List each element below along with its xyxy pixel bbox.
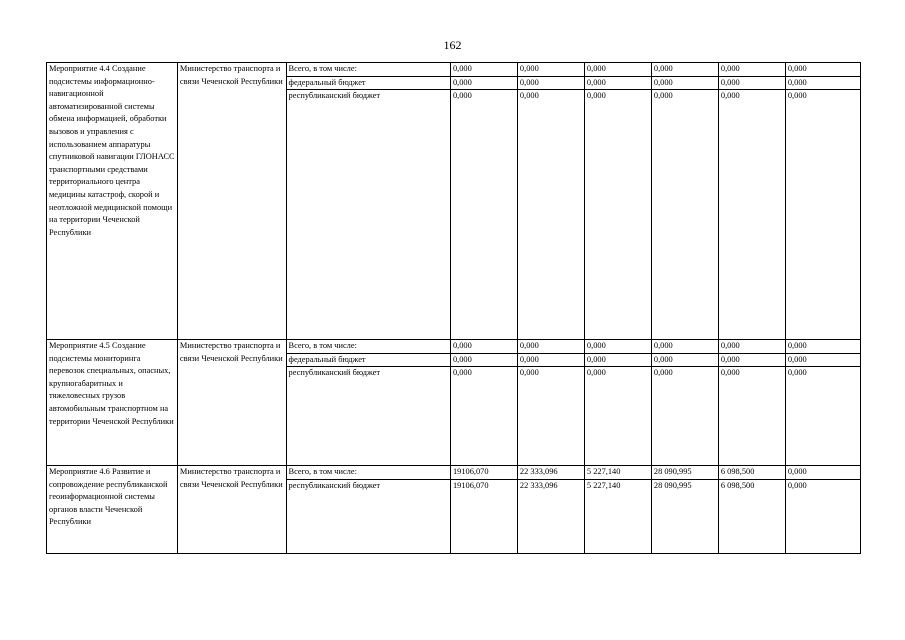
value-cell: 0,000 bbox=[450, 63, 517, 77]
value-cell: 0,000 bbox=[718, 63, 785, 77]
page-number: 162 bbox=[443, 38, 462, 52]
measure-cell: Мероприятие 4.6 Развитие и сопровождение республиканской геоинформационной системы органов власти Чеченской Республики bbox=[47, 466, 178, 554]
value-cell: 0,000 bbox=[718, 367, 785, 466]
value-cell: 6 098,500 bbox=[718, 466, 785, 480]
value-cell: 0,000 bbox=[517, 367, 584, 466]
value-cell: 0,000 bbox=[450, 367, 517, 466]
table-row bbox=[47, 63, 861, 77]
value-cell: 22 333,096 bbox=[517, 479, 584, 553]
value-cell: 0,000 bbox=[517, 340, 584, 354]
executor-cell: Министерство транспорта и связи Чеченской Республики bbox=[177, 340, 286, 466]
value-cell: 0,000 bbox=[785, 466, 860, 480]
value-cell: 0,000 bbox=[651, 76, 718, 90]
source-cell: Всего, в том числе: bbox=[286, 340, 450, 354]
value-cell: 0,000 bbox=[450, 76, 517, 90]
value-cell: 0,000 bbox=[785, 63, 860, 77]
value-cell: 0,000 bbox=[785, 76, 860, 90]
measure-cell: Мероприятие 4.4 Создание подсистемы информационно-навигационной автоматизированной системы обмена информацией, обработки вызовов и управления с использованием аппаратуры спутниковой навигации ГЛОНАСС транспортными средствами территориального центра медицины катастроф, скорой и неотложной медицинской помощи на территории Чеченской Республики bbox=[47, 63, 178, 340]
value-cell: 0,000 bbox=[517, 63, 584, 77]
value-cell: 22 333,096 bbox=[517, 466, 584, 480]
source-cell: республиканский бюджет bbox=[286, 90, 450, 340]
value-cell: 0,000 bbox=[450, 340, 517, 354]
source-cell: республиканский бюджет bbox=[286, 479, 450, 553]
value-cell: 0,000 bbox=[584, 63, 651, 77]
value-cell: 0,000 bbox=[584, 340, 651, 354]
value-cell: 0,000 bbox=[584, 90, 651, 340]
value-cell: 28 090,995 bbox=[651, 466, 718, 480]
source-cell: республиканский бюджет bbox=[286, 367, 450, 466]
value-cell: 5 227,140 bbox=[584, 466, 651, 480]
value-cell: 0,000 bbox=[718, 340, 785, 354]
table-row bbox=[47, 466, 861, 480]
source-cell: федеральный бюджет bbox=[286, 76, 450, 90]
value-cell: 6 098,500 bbox=[718, 479, 785, 553]
source-cell: Всего, в том числе: bbox=[286, 466, 450, 480]
executor-cell: Министерство транспорта и связи Чеченской Республики bbox=[177, 63, 286, 340]
value-cell: 0,000 bbox=[651, 63, 718, 77]
source-cell: федеральный бюджет bbox=[286, 353, 450, 367]
value-cell: 0,000 bbox=[584, 353, 651, 367]
value-cell: 0,000 bbox=[718, 353, 785, 367]
source-cell: Всего, в том числе: bbox=[286, 63, 450, 77]
value-cell: 0,000 bbox=[785, 340, 860, 354]
value-cell: 19106,070 bbox=[450, 466, 517, 480]
value-cell: 0,000 bbox=[517, 353, 584, 367]
measure-cell: Мероприятие 4.5 Создание подсистемы мониторинга перевозок специальных, опасных, крупногабаритных и тяжеловесных грузов автомобильным транспортном на территории Чеченской Республики bbox=[47, 340, 178, 466]
value-cell: 0,000 bbox=[651, 353, 718, 367]
value-cell: 0,000 bbox=[517, 76, 584, 90]
value-cell: 0,000 bbox=[651, 90, 718, 340]
value-cell: 0,000 bbox=[584, 367, 651, 466]
value-cell: 28 090,995 bbox=[651, 479, 718, 553]
table-row bbox=[47, 340, 861, 354]
executor-cell: Министерство транспорта и связи Чеченской Республики bbox=[177, 466, 286, 554]
value-cell: 0,000 bbox=[651, 340, 718, 354]
value-cell: 0,000 bbox=[785, 367, 860, 466]
value-cell: 0,000 bbox=[651, 367, 718, 466]
budget-table bbox=[46, 62, 861, 554]
value-cell: 0,000 bbox=[718, 90, 785, 340]
value-cell: 0,000 bbox=[584, 76, 651, 90]
value-cell: 0,000 bbox=[785, 90, 860, 340]
value-cell: 0,000 bbox=[785, 479, 860, 553]
value-cell: 19106,070 bbox=[450, 479, 517, 553]
value-cell: 0,000 bbox=[718, 76, 785, 90]
value-cell: 0,000 bbox=[450, 353, 517, 367]
value-cell: 5 227,140 bbox=[584, 479, 651, 553]
value-cell: 0,000 bbox=[785, 353, 860, 367]
value-cell: 0,000 bbox=[517, 90, 584, 340]
value-cell: 0,000 bbox=[450, 90, 517, 340]
